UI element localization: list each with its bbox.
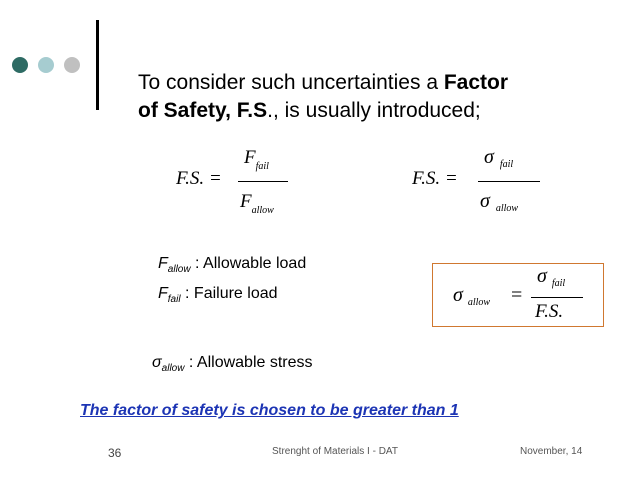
formula2-sigma2: σ xyxy=(480,190,490,212)
def-f-fail-text: : Failure load xyxy=(180,285,278,302)
box-fail-sub: fail xyxy=(551,278,566,289)
definition-sigma-allow xyxy=(152,354,313,372)
def-f-allow-letter: F xyxy=(158,255,168,272)
formula2-fs-label: F.S. = xyxy=(412,168,458,189)
box-fraction-bar xyxy=(531,297,583,298)
footer-course-title: Strenght of Materials I - DAT xyxy=(272,446,398,457)
title-divider-line xyxy=(96,20,99,110)
formula1-allow-sub: allow xyxy=(251,205,274,216)
def-f-fail-letter: F xyxy=(158,285,168,302)
box-numerator xyxy=(537,265,566,289)
definition-f-fail xyxy=(158,285,278,303)
formula2-sigma: σ xyxy=(484,146,494,168)
box-allow-sub: allow xyxy=(467,297,491,308)
def-f-allow-sub: allow xyxy=(167,264,191,275)
conclusion-text: The factor of safety is chosen to be greater than 1 xyxy=(80,402,459,419)
def-sigma-allow-text: : Allowable stress xyxy=(184,354,313,371)
footer-date: November, 14 xyxy=(520,446,583,457)
decor-dot-1 xyxy=(12,57,28,73)
definition-f-allow xyxy=(158,255,306,273)
def-f-fail-sub: fail xyxy=(167,294,181,305)
def-f-allow-text: : Allowable load xyxy=(190,255,307,272)
heading-bold-1: Factor xyxy=(443,71,509,94)
box-sigma2: σ xyxy=(537,265,547,287)
def-sigma-allow-sub: allow xyxy=(161,363,185,374)
allowable-stress-formula-box xyxy=(432,263,604,327)
formula2-allow-sub: allow xyxy=(495,203,519,214)
formula2-fail-sub: fail xyxy=(499,159,514,170)
formula1-fail-sub: fail xyxy=(255,161,269,172)
box-sigma-allow xyxy=(453,284,491,308)
heading-text-2: ., is usually introduced; xyxy=(267,99,481,122)
formula1-numerator xyxy=(244,147,269,172)
formula1-f: F xyxy=(244,147,256,168)
formula2-fraction-bar xyxy=(478,181,540,182)
box-sigma: σ xyxy=(453,284,463,306)
slide-number: 36 xyxy=(108,446,122,460)
decor-dot-2 xyxy=(38,57,54,73)
slide-heading xyxy=(138,69,618,125)
decor-dot-3 xyxy=(64,57,80,73)
formula1-fraction-bar xyxy=(238,181,288,182)
box-equals: = xyxy=(511,284,523,306)
formula1-denominator xyxy=(240,191,274,216)
box-denominator: F.S. xyxy=(535,301,564,322)
def-sigma-allow-letter: σ xyxy=(152,354,162,371)
formula1-f2: F xyxy=(240,191,252,212)
formula1-fs-label: F.S. = xyxy=(176,168,222,189)
heading-text-1: To consider such uncertainties a xyxy=(138,71,444,94)
heading-bold-2: of Safety, F.S xyxy=(138,99,268,122)
formula2-numerator xyxy=(484,146,514,170)
formula2-denominator xyxy=(480,190,519,214)
